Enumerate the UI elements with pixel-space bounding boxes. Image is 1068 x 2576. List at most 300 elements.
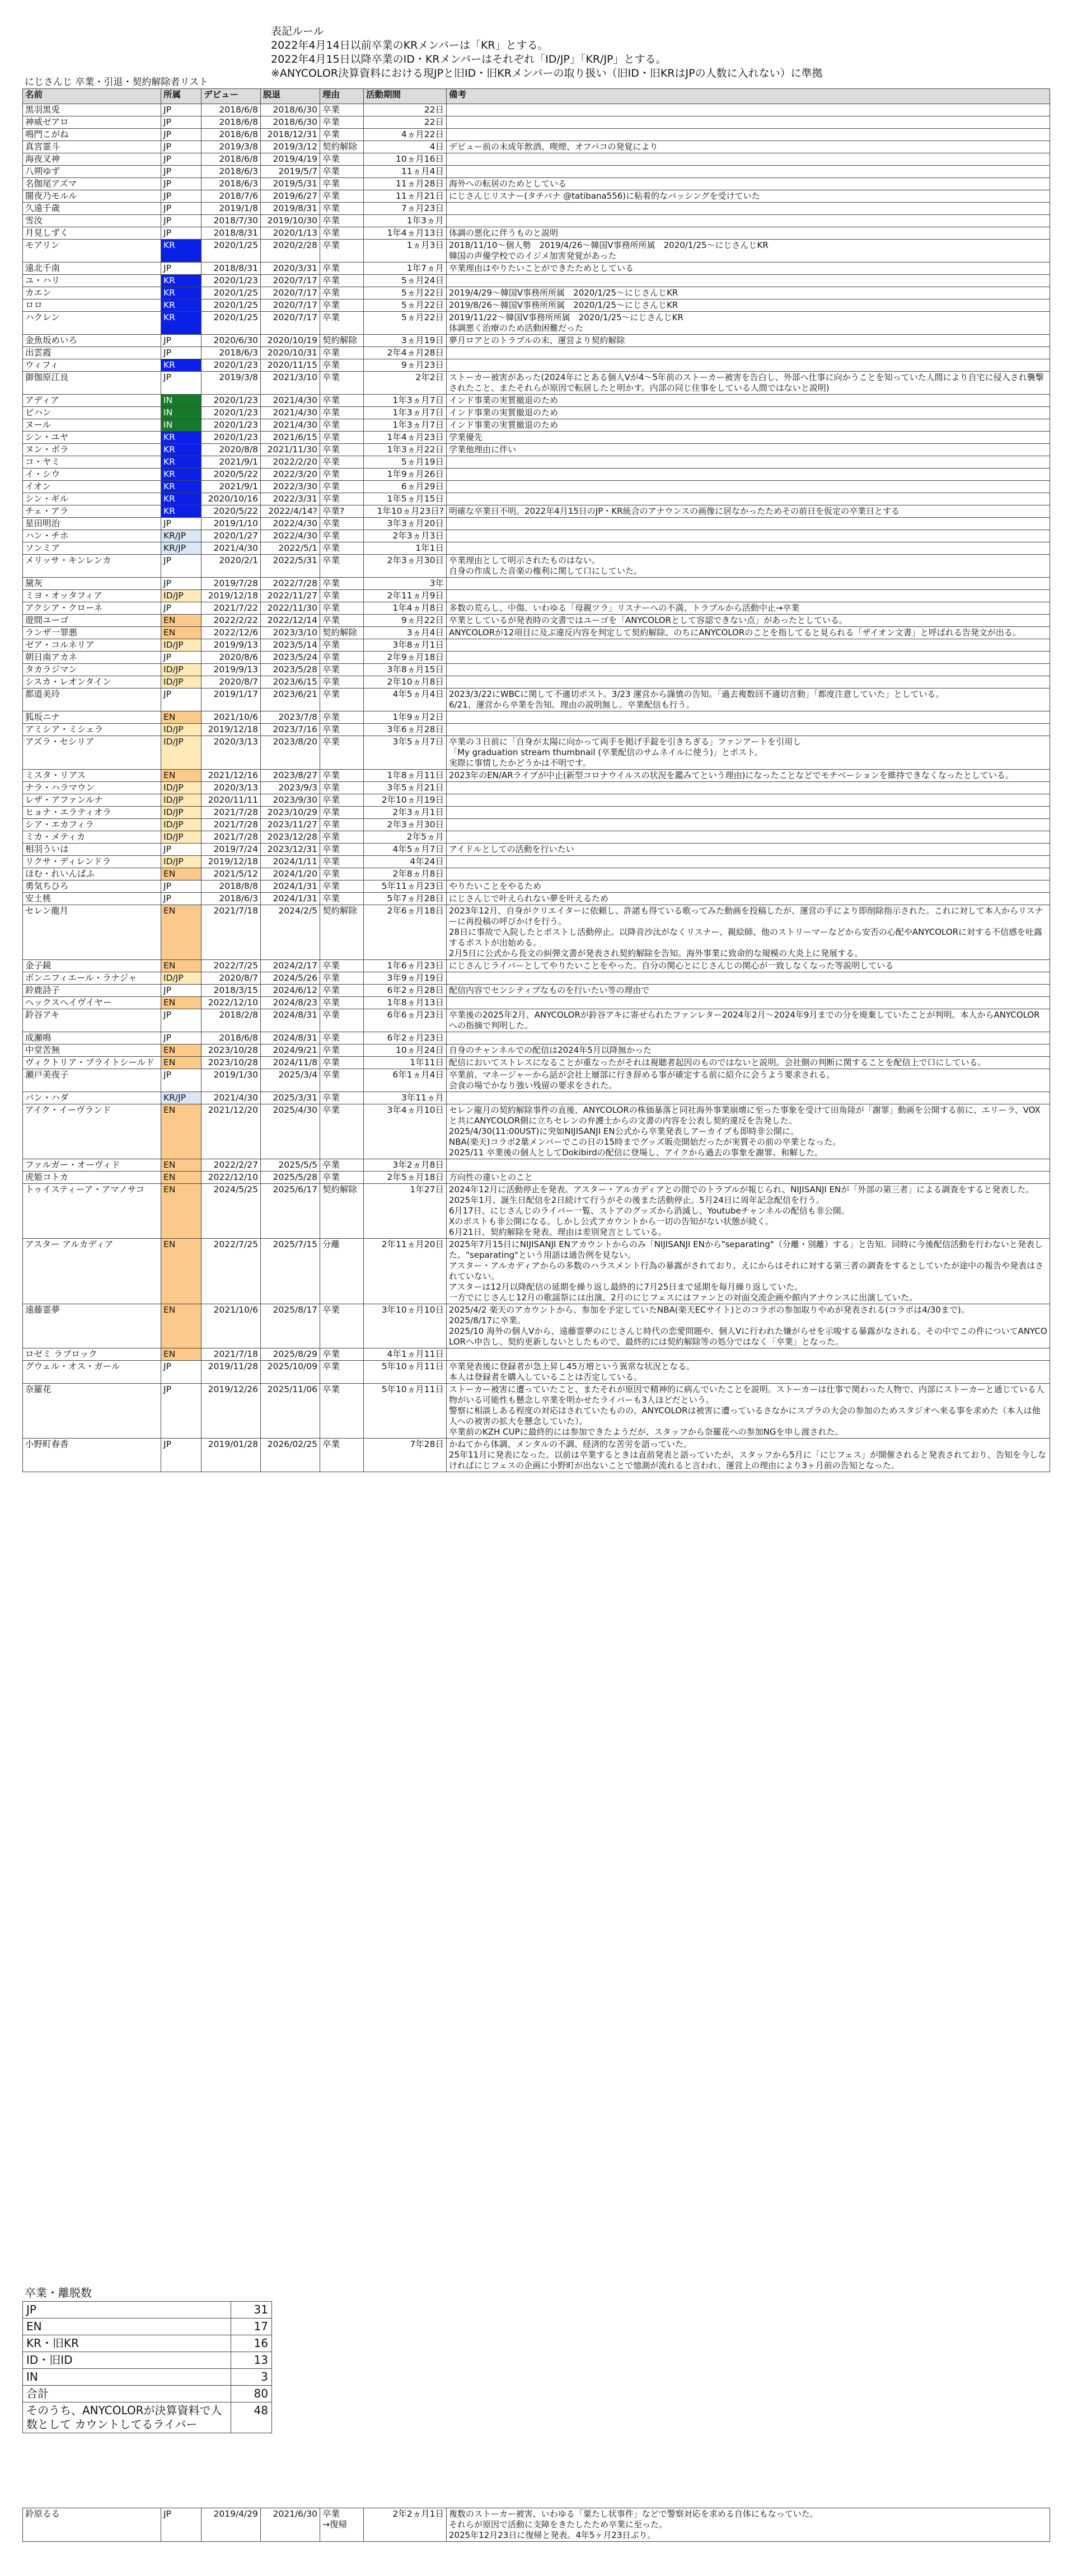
table-row xyxy=(23,227,1050,240)
affiliation: JP xyxy=(161,2508,202,2542)
member-name: ハン・チホ xyxy=(23,530,161,542)
member-name: 神威ゼアロ xyxy=(23,116,161,129)
debut-date: 2020/1/23 xyxy=(202,419,261,432)
leave-date: 2020/7/17 xyxy=(261,287,320,299)
notes: 卒業後の2025年2月、ANYCOLORが鈴谷アキに寄せられたファンレター2024年2月〜2024年9月までの分を廃棄していたことが判明。本人からANYCOLORへの指摘で判明した。 xyxy=(447,1009,1050,1032)
notes: 海外への転居のためとしている xyxy=(447,178,1050,190)
table-row xyxy=(23,1348,1050,1361)
member-name: 名伽尾アズマ xyxy=(23,178,161,190)
leave-date: 2025/5/28 xyxy=(261,1172,320,1184)
leave-date: 2022/11/30 xyxy=(261,602,320,615)
activity-period: 6ヵ月29日 xyxy=(364,481,447,493)
leave-date: 2023/11/27 xyxy=(261,819,320,831)
leave-date: 2021/4/30 xyxy=(261,407,320,419)
leave-reason: 卒業 xyxy=(320,831,364,844)
table-row xyxy=(23,782,1050,794)
debut-date: 2019/7/28 xyxy=(202,578,261,590)
table-row xyxy=(23,997,1050,1009)
debut-date: 2021/7/28 xyxy=(202,807,261,819)
leave-date: 2020/3/31 xyxy=(261,263,320,275)
notes: 卒業発表後に登録者が急上昇し45万増という異常な状況となる。 本人は登録者を購入していることは否定している。 xyxy=(447,1361,1050,1384)
leave-reason: 卒業 xyxy=(320,227,364,240)
debut-date: 2019/9/13 xyxy=(202,639,261,652)
header-name: 名前 xyxy=(23,89,161,104)
member-name: 相羽ういは xyxy=(23,844,161,856)
leave-date: 2023/7/8 xyxy=(261,711,320,724)
notes xyxy=(447,807,1050,819)
member-name: 鈴原るる xyxy=(23,2508,161,2542)
leave-date: 2024/2/17 xyxy=(261,960,320,972)
debut-date: 2019/12/18 xyxy=(202,856,261,868)
notes xyxy=(447,129,1050,141)
affiliation: ID/JP xyxy=(161,664,202,676)
member-name: 朝日南アカネ xyxy=(23,652,161,664)
notes xyxy=(447,590,1050,602)
leave-date: 2019/8/31 xyxy=(261,203,320,215)
activity-period: 4年5ヵ月4日 xyxy=(364,689,447,711)
leave-reason: 卒業 xyxy=(320,689,364,711)
debut-date: 2018/7/30 xyxy=(202,215,261,227)
leave-reason: 卒業 xyxy=(320,287,364,299)
affiliation: JP xyxy=(161,1439,202,1472)
table-row xyxy=(23,542,1050,555)
member-name: ナラ・ハラマウン xyxy=(23,782,161,794)
member-name: 成瀬鳴 xyxy=(23,1032,161,1045)
leave-date: 2025/4/30 xyxy=(261,1104,320,1159)
debut-date: 2021/10/6 xyxy=(202,711,261,724)
affiliation: JP xyxy=(161,178,202,190)
member-name: 遠藤霊夢 xyxy=(23,1304,161,1348)
summary-row xyxy=(23,2319,272,2335)
notes: ストーカー被害があった(2024年にとある個人Vが4〜5年前のストーカー被害を告白し、外部へ仕事に向かうことを知っていた人間により自宅に侵入され襲撃されたこと、またそれらが原因で転居したと明かす。内部の同じ住事をしている人間ではないと説明) xyxy=(447,372,1050,395)
leave-reason: 卒業 xyxy=(320,518,364,530)
affiliation: ID/JP xyxy=(161,590,202,602)
member-name: シン・ギル xyxy=(23,493,161,505)
affiliation: ID/JP xyxy=(161,676,202,689)
summary-label: EN xyxy=(23,2319,231,2335)
affiliation: EN xyxy=(161,1184,202,1239)
notes: インド事業の実質撤退のため xyxy=(447,419,1050,432)
leave-date: 2020/2/28 xyxy=(261,240,320,263)
leave-date: 2021/3/10 xyxy=(261,372,320,395)
leave-reason: 卒業? xyxy=(320,505,364,518)
affiliation: JP xyxy=(161,227,202,240)
leave-date: 2024/1/31 xyxy=(261,893,320,905)
debut-date: 2019/12/18 xyxy=(202,590,261,602)
activity-period: 1年5ヵ月15日 xyxy=(364,493,447,505)
leave-reason: 契約解除 xyxy=(320,905,364,960)
activity-period: 1年4ヵ月8日 xyxy=(364,602,447,615)
affiliation: JP xyxy=(161,141,202,153)
table-row xyxy=(23,312,1050,335)
leave-reason: 卒業 xyxy=(320,1057,364,1069)
debut-date: 2019/11/28 xyxy=(202,1361,261,1384)
activity-period: 1年4ヵ月13日 xyxy=(364,227,447,240)
leave-reason: 卒業 xyxy=(320,166,364,178)
activity-period: 4日 xyxy=(364,141,447,153)
affiliation: JP xyxy=(161,880,202,893)
member-name: ランザ一罪悪 xyxy=(23,627,161,639)
debut-date: 2019/3/8 xyxy=(202,141,261,153)
activity-period: 1年1日 xyxy=(364,542,447,555)
debut-date: 2021/10/6 xyxy=(202,1304,261,1348)
debut-date: 2021/7/28 xyxy=(202,831,261,844)
leave-reason: 卒業 xyxy=(320,1032,364,1045)
affiliation: JP xyxy=(161,215,202,227)
table-row xyxy=(23,676,1050,689)
table-row xyxy=(23,141,1050,153)
activity-period: 1年3ヵ月 xyxy=(364,215,447,227)
notes xyxy=(447,530,1050,542)
debut-date: 2018/6/8 xyxy=(202,153,261,166)
summary-label: ID・旧ID xyxy=(23,2352,231,2369)
leave-date: 2025/6/17 xyxy=(261,1184,320,1239)
member-name: アイク・イーヴランド xyxy=(23,1104,161,1159)
notes xyxy=(447,819,1050,831)
activity-period: 6年6ヵ月23日 xyxy=(364,1009,447,1032)
activity-period: 2年3ヵ月30日 xyxy=(364,819,447,831)
table-row xyxy=(23,395,1050,407)
activity-period: 11ヵ月4日 xyxy=(364,166,447,178)
table-row xyxy=(23,263,1050,275)
affiliation: EN xyxy=(161,960,202,972)
notes: にじさんじリスナー(タチバナ @tatibana556)に粘着的なバッシングを受けていた xyxy=(447,190,1050,203)
member-name: ウィフィ xyxy=(23,359,161,372)
notes: 卒業理由はやりたいことができたためとしている xyxy=(447,263,1050,275)
table-row xyxy=(23,555,1050,578)
table-row xyxy=(23,831,1050,844)
affiliation: EN xyxy=(161,615,202,627)
rules-line-1: 2022年4月14日以前卒業のKRメンバーは「KR」とする。 xyxy=(271,39,549,51)
debut-date: 2018/3/15 xyxy=(202,985,261,997)
member-name: 安土桃 xyxy=(23,893,161,905)
table-row xyxy=(23,505,1050,518)
leave-reason: 卒業 xyxy=(320,1159,364,1172)
debut-date: 2019/3/8 xyxy=(202,372,261,395)
notes: 方向性の違いとのこと xyxy=(447,1172,1050,1184)
affiliation: JP xyxy=(161,153,202,166)
activity-period: 4ヵ月22日 xyxy=(364,129,447,141)
leave-reason: 卒業 xyxy=(320,590,364,602)
notation-rules xyxy=(271,25,823,81)
debut-date: 2020/3/13 xyxy=(202,736,261,770)
notes xyxy=(447,469,1050,481)
leave-reason: 卒業 xyxy=(320,407,364,419)
leave-date: 2022/3/20 xyxy=(261,469,320,481)
summary-table xyxy=(22,2301,272,2433)
activity-period: 11ヵ月21日 xyxy=(364,190,447,203)
activity-period: 1年9ヵ月26日 xyxy=(364,469,447,481)
notes: 配信内容でセンシティブなものを行いたい等の理由で xyxy=(447,985,1050,997)
debut-date: 2018/8/31 xyxy=(202,263,261,275)
affiliation: EN xyxy=(161,1104,202,1159)
leave-date: 2018/6/30 xyxy=(261,104,320,116)
affiliation: EN xyxy=(161,1045,202,1057)
affiliation: ID/JP xyxy=(161,831,202,844)
table-row xyxy=(23,960,1050,972)
header-reason: 理由 xyxy=(320,89,364,104)
affiliation: KR xyxy=(161,505,202,518)
table-row xyxy=(23,347,1050,359)
returned-member-table xyxy=(22,2508,1050,2542)
notes: かねてから体調、メンタルの不調、経済的な苦労を語っていた。 25年11月に発表になった。以前は卒業するときは直前発表と語っていたが、スタッフから5月に「にじフェス」が開催されると発表されており、告知を今しなければにじフェスの企画に小野町が出ないことで憶測が流れると言われ、運営上の理由により3ヶ月前の告知となった。 xyxy=(447,1439,1050,1472)
notes: 2023/3/22にWBCに関して不適切ポスト。3/23 運営から謹慎の告知。「過去複数回不適切言動」「都度注意していた」としている。 6/21、運営から卒業を告知。理由の説明無し。卒業配信も行う。 xyxy=(447,689,1050,711)
leave-date: 2022/3/30 xyxy=(261,481,320,493)
leave-date: 2024/8/31 xyxy=(261,1009,320,1032)
notes: 2024年12月に活動停止を発表。アスター・アルカディアとの間でのトラブルが報じられ、NIJISANJI ENが「外部の第三者」による調査をすると発表した。 2025年1月、誕生日配信を2日続けて行うがその後また活動停止。5月24日に周年記念配信を行う。 6月17日、にじさんじのライバー一覧、ストアのグッズから消滅し、Youtubeチャンネルの配信も非公開。 Xのポストも非公開になる。しかし公式アカウントから一切の告知がない状態が続く。 6月21日、契約解除を発表。理由は差別発言としている。 xyxy=(447,1184,1050,1239)
activity-period: 5年7ヵ月28日 xyxy=(364,893,447,905)
table-row xyxy=(23,481,1050,493)
leave-reason: 卒業 xyxy=(320,555,364,578)
table-row xyxy=(23,639,1050,652)
debut-date: 2020/1/23 xyxy=(202,395,261,407)
debut-date: 2020/1/23 xyxy=(202,275,261,287)
table-row xyxy=(23,578,1050,590)
leave-reason: 卒業 xyxy=(320,676,364,689)
activity-period: 5ヵ月22日 xyxy=(364,312,447,335)
debut-date: 2020/1/25 xyxy=(202,299,261,312)
debut-date: 2020/3/13 xyxy=(202,782,261,794)
notes: 卒業前、マネージャーから話が会社上層部に行き辞める事が確定する前に紹介に会うよう要求される。 会食の場でかなり強い残留の要求をされた。 xyxy=(447,1069,1050,1092)
member-name: 鈴鹿詩子 xyxy=(23,985,161,997)
table-row xyxy=(23,493,1050,505)
debut-date: 2019/9/13 xyxy=(202,664,261,676)
table-row xyxy=(23,807,1050,819)
activity-period: 2年10ヵ月8日 xyxy=(364,676,447,689)
activity-period: 22日 xyxy=(364,116,447,129)
activity-period: 2年2日 xyxy=(364,372,447,395)
summary-row xyxy=(23,2386,272,2402)
notes xyxy=(447,972,1050,985)
member-name: 遠北千南 xyxy=(23,263,161,275)
table-row xyxy=(23,1069,1050,1092)
activity-period: 3年 xyxy=(364,578,447,590)
debut-date: 2021/9/1 xyxy=(202,481,261,493)
leave-reason: 卒業 xyxy=(320,347,364,359)
leave-reason: 卒業 xyxy=(320,868,364,880)
table-row xyxy=(23,432,1050,444)
member-name: リクサ・ディレンドラ xyxy=(23,856,161,868)
member-name: 八朔ゆず xyxy=(23,166,161,178)
table-row xyxy=(23,664,1050,676)
leave-reason: 卒業 xyxy=(320,469,364,481)
leave-date: 2023/7/16 xyxy=(261,724,320,736)
affiliation: EN xyxy=(161,627,202,639)
leave-date: 2025/3/31 xyxy=(261,1092,320,1104)
notes xyxy=(447,116,1050,129)
affiliation: EN xyxy=(161,1348,202,1361)
table-row xyxy=(23,372,1050,395)
notes: 2025/4/2 楽天のアカウントから、参加を予定していたNBA(楽天ECサイト)とのコラボの参加取りやめが発表される(コラボは4/30まで)。 2025/8/17に卒業。 2025/10 海外の個人Vから、遠藤霊夢のにじさんじ時代の恋愛問題や、個人Vに行われた嫌がらせを示唆する暴露がなされる。その中でこの件についてANYCOLORへ申告し、契約更新しないとしたもので、最終的には契約解除等の処分ではなく「卒業」となった。 xyxy=(447,1304,1050,1348)
affiliation: ID/JP xyxy=(161,807,202,819)
leave-date: 2024/1/31 xyxy=(261,880,320,893)
notes: アイドルとしての活動を行いたい xyxy=(447,844,1050,856)
table-row xyxy=(23,770,1050,782)
activity-period: 2年11ヵ月20日 xyxy=(364,1239,447,1304)
member-name: 勇気ちひろ xyxy=(23,880,161,893)
leave-reason: 卒業 xyxy=(320,615,364,627)
table-row xyxy=(23,615,1050,627)
activity-period: 5ヵ月19日 xyxy=(364,456,447,469)
notes xyxy=(447,215,1050,227)
debut-date: 2021/7/18 xyxy=(202,1348,261,1361)
affiliation: KR xyxy=(161,456,202,469)
member-name: ユ・ハリ xyxy=(23,275,161,287)
member-name: ミヨ・オッタフィア xyxy=(23,590,161,602)
activity-period: 3ヵ月19日 xyxy=(364,335,447,347)
leave-reason: 卒業 xyxy=(320,1384,364,1439)
debut-date: 2021/7/28 xyxy=(202,819,261,831)
table-row xyxy=(23,1184,1050,1239)
table-row xyxy=(23,1439,1050,1472)
leave-date: 2024/2/5 xyxy=(261,905,320,960)
table-row xyxy=(23,518,1050,530)
leave-date: 2025/3/4 xyxy=(261,1069,320,1092)
leave-reason: 卒業 xyxy=(320,1361,364,1384)
summary-count: 80 xyxy=(231,2386,272,2402)
leave-reason: 卒業 xyxy=(320,372,364,395)
debut-date: 2024/5/25 xyxy=(202,1184,261,1239)
leave-reason: 卒業 xyxy=(320,652,364,664)
activity-period: 2年4ヵ月28日 xyxy=(364,347,447,359)
table-row xyxy=(23,469,1050,481)
affiliation: JP xyxy=(161,844,202,856)
notes: ANYCOLORが12項目に及ぶ違反内容を判定して契約解除。のちにANYCOLORのことを指してると見られる「ザイオン文書」と呼ばれる告発文が出る。 xyxy=(447,627,1050,639)
leave-reason: 卒業 xyxy=(320,395,364,407)
notes xyxy=(447,831,1050,844)
affiliation: EN xyxy=(161,711,202,724)
debut-date: 2020/5/22 xyxy=(202,469,261,481)
activity-period: 2年6ヵ月18日 xyxy=(364,905,447,960)
debut-date: 2020/2/1 xyxy=(202,555,261,578)
debut-date: 2021/4/30 xyxy=(202,1092,261,1104)
member-name: モアリン xyxy=(23,240,161,263)
notes xyxy=(447,868,1050,880)
leave-date: 2023/8/20 xyxy=(261,736,320,770)
leave-reason: 卒業 xyxy=(320,129,364,141)
debut-date: 2020/11/11 xyxy=(202,794,261,807)
activity-period: 3年11ヵ月 xyxy=(364,1092,447,1104)
activity-period: 3年6ヵ月28日 xyxy=(364,724,447,736)
affiliation: JP xyxy=(161,1384,202,1439)
table-row xyxy=(23,153,1050,166)
notes: にじさんじライバーとしてやりたいことをやった。自分の関心とにじさんじの関心が一致しなくなった等説明している xyxy=(447,960,1050,972)
member-name: アスター アルカディア xyxy=(23,1239,161,1304)
member-name: コ・ヤミ xyxy=(23,456,161,469)
leave-reason: 卒業 xyxy=(320,190,364,203)
activity-period: 3年2ヵ月8日 xyxy=(364,1159,447,1172)
member-name: ミスタ・リアス xyxy=(23,770,161,782)
header-period: 活動期間 xyxy=(364,89,447,104)
leave-reason: 卒業 xyxy=(320,893,364,905)
leave-date: 2023/12/31 xyxy=(261,844,320,856)
table-row xyxy=(23,530,1050,542)
table-row xyxy=(23,794,1050,807)
member-name: 御伽原江良 xyxy=(23,372,161,395)
affiliation: JP xyxy=(161,372,202,395)
leave-date: 2019/3/12 xyxy=(261,141,320,153)
debut-date: 2018/6/3 xyxy=(202,893,261,905)
member-name: 久遠千歳 xyxy=(23,203,161,215)
notes xyxy=(447,153,1050,166)
activity-period: 4年5ヵ月7日 xyxy=(364,844,447,856)
table-row xyxy=(23,1361,1050,1384)
table-row xyxy=(23,1239,1050,1304)
table-row xyxy=(23,1172,1050,1184)
leave-date: 2025/7/15 xyxy=(261,1239,320,1304)
member-name: ロロ xyxy=(23,299,161,312)
leave-reason: 卒業 xyxy=(320,178,364,190)
leave-date: 2020/7/17 xyxy=(261,312,320,335)
summary-count: 3 xyxy=(231,2369,272,2386)
affiliation: JP xyxy=(161,347,202,359)
table-row xyxy=(23,1032,1050,1045)
header-notes: 備考 xyxy=(447,89,1050,104)
activity-period: 2年3ヵ月3日 xyxy=(364,530,447,542)
rules-heading: 表記ルール xyxy=(271,25,324,38)
debut-date: 2020/1/27 xyxy=(202,530,261,542)
leave-reason: 卒業 xyxy=(320,1092,364,1104)
member-name: アディア xyxy=(23,395,161,407)
debut-date: 2023/10/28 xyxy=(202,1045,261,1057)
debut-date: 2018/8/31 xyxy=(202,227,261,240)
debut-date: 2018/8/8 xyxy=(202,880,261,893)
header-affiliation: 所属 xyxy=(161,89,202,104)
leave-reason: 卒業 xyxy=(320,359,364,372)
leave-date: 2022/3/31 xyxy=(261,493,320,505)
leave-date: 2020/7/17 xyxy=(261,275,320,287)
leave-date: 2024/8/23 xyxy=(261,997,320,1009)
notes xyxy=(447,664,1050,676)
member-name: アクシア・クローネ xyxy=(23,602,161,615)
leave-reason: 卒業 xyxy=(320,1104,364,1159)
notes: にじさんじで叶えられない夢を叶えるため xyxy=(447,893,1050,905)
debut-date: 2018/6/8 xyxy=(202,104,261,116)
debut-date: 2019/12/18 xyxy=(202,724,261,736)
debut-date: 2020/1/25 xyxy=(202,240,261,263)
affiliation: EN xyxy=(161,1239,202,1304)
member-name: カエン xyxy=(23,287,161,299)
notes xyxy=(447,347,1050,359)
leave-date: 2023/12/28 xyxy=(261,831,320,844)
member-name: ボンニフィエール・ラナジャ xyxy=(23,972,161,985)
leave-reason: 卒業 xyxy=(320,960,364,972)
summary-count: 31 xyxy=(231,2302,272,2319)
leave-reason: 卒業 xyxy=(320,972,364,985)
leave-date: 2023/5/24 xyxy=(261,652,320,664)
activity-period: 2年5ヵ月18日 xyxy=(364,1172,447,1184)
leave-date: 2022/5/1 xyxy=(261,542,320,555)
debut-date: 2020/5/22 xyxy=(202,505,261,518)
debut-date: 2019/1/17 xyxy=(202,689,261,711)
affiliation: KR xyxy=(161,444,202,456)
summary-label: KR・旧KR xyxy=(23,2335,231,2352)
member-name: ヌール xyxy=(23,419,161,432)
activity-period: 1年27日 xyxy=(364,1184,447,1239)
activity-period: 22日 xyxy=(364,104,447,116)
leave-date: 2022/5/31 xyxy=(261,555,320,578)
table-row xyxy=(23,689,1050,711)
table-row xyxy=(23,299,1050,312)
leave-date: 2024/1/20 xyxy=(261,868,320,880)
debut-date: 2021/12/16 xyxy=(202,770,261,782)
affiliation: JP xyxy=(161,129,202,141)
leave-reason: 卒業 xyxy=(320,215,364,227)
member-name: ファルガー・オーヴィド xyxy=(23,1159,161,1172)
activity-period: 5年11ヵ月23日 xyxy=(364,880,447,893)
leave-reason: 卒業 xyxy=(320,1304,364,1348)
debut-date: 2020/1/23 xyxy=(202,432,261,444)
